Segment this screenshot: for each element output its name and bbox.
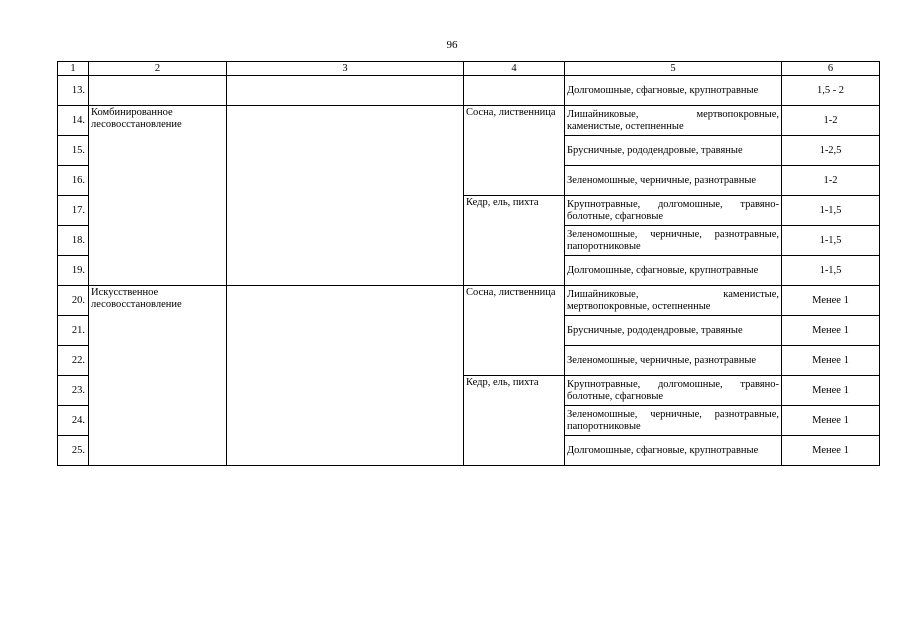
forest-type-cell: Зеленомошные, черничные, разнотравные xyxy=(565,346,782,376)
species-cell xyxy=(464,76,565,106)
forest-type-cell: Зеленомошные, черничные, разнотравные xyxy=(565,166,782,196)
row-number: 20. xyxy=(58,286,89,316)
species-cell: Кедр, ель, пихта xyxy=(464,376,565,466)
value-cell: Менее 1 xyxy=(782,436,880,466)
method-cell: Комбинированное лесовосстановление xyxy=(89,106,227,286)
col3-cell xyxy=(227,106,464,286)
value-cell: Менее 1 xyxy=(782,316,880,346)
table-row xyxy=(58,286,880,316)
col3-cell xyxy=(227,76,464,106)
value-cell: Менее 1 xyxy=(782,286,880,316)
row-number: 13. xyxy=(58,76,89,106)
col3-cell xyxy=(227,286,464,466)
column-header: 3 xyxy=(227,62,464,76)
row-number: 14. xyxy=(58,106,89,136)
method-cell xyxy=(89,76,227,106)
column-header: 6 xyxy=(782,62,880,76)
row-number: 25. xyxy=(58,436,89,466)
row-number: 24. xyxy=(58,406,89,436)
value-cell: 1-1,5 xyxy=(782,196,880,226)
row-number: 23. xyxy=(58,376,89,406)
value-cell: 1-1,5 xyxy=(782,256,880,286)
row-number: 19. xyxy=(58,256,89,286)
page-number: 96 xyxy=(446,39,458,51)
row-number: 21. xyxy=(58,316,89,346)
species-cell: Сосна, лиственница xyxy=(464,286,565,376)
table-row xyxy=(58,106,880,136)
column-number-row xyxy=(58,62,880,76)
value-cell: 1-1,5 xyxy=(782,226,880,256)
table-row xyxy=(58,76,880,106)
species-cell: Сосна, лиственница xyxy=(464,106,565,196)
row-number: 17. xyxy=(58,196,89,226)
forest-type-cell: Брусничные, рододендровые, травяные xyxy=(565,136,782,166)
value-cell: 1-2,5 xyxy=(782,136,880,166)
column-header: 4 xyxy=(464,62,565,76)
forest-type-cell: Зеленомошные, черничные, разнотравные, папоротниковые xyxy=(565,406,782,436)
row-number: 16. xyxy=(58,166,89,196)
species-cell: Кедр, ель, пихта xyxy=(464,196,565,286)
value-cell: 1-2 xyxy=(782,166,880,196)
forest-type-cell: Брусничные, рододендровые, травяные xyxy=(565,316,782,346)
column-header: 2 xyxy=(89,62,227,76)
forest-type-cell: Долгомошные, сфагновые, крупнотравные xyxy=(565,256,782,286)
forest-type-cell: Лишайниковые, мертвопокровные, каменистые, остепненные xyxy=(565,106,782,136)
value-cell: Менее 1 xyxy=(782,376,880,406)
forest-type-cell: Крупнотравные, долгомошные, травяно-болотные, сфагновые xyxy=(565,376,782,406)
row-number: 15. xyxy=(58,136,89,166)
value-cell: Менее 1 xyxy=(782,346,880,376)
row-number: 22. xyxy=(58,346,89,376)
value-cell: Менее 1 xyxy=(782,406,880,436)
forest-type-cell: Долгомошные, сфагновые, крупнотравные xyxy=(565,76,782,106)
forest-type-cell: Долгомошные, сфагновые, крупнотравные xyxy=(565,436,782,466)
value-cell: 1,5 - 2 xyxy=(782,76,880,106)
forest-type-cell: Зеленомошные, черничные, разнотравные, папоротниковые xyxy=(565,226,782,256)
method-cell: Искусственное лесовосстановление xyxy=(89,286,227,466)
column-header: 5 xyxy=(565,62,782,76)
forest-regeneration-table xyxy=(57,61,880,466)
forest-type-cell: Лишайниковые, каменистые, мертвопокровные, остепненные xyxy=(565,286,782,316)
forest-type-cell: Крупнотравные, долгомошные, травяно-болотные, сфагновые xyxy=(565,196,782,226)
value-cell: 1-2 xyxy=(782,106,880,136)
column-header: 1 xyxy=(58,62,89,76)
row-number: 18. xyxy=(58,226,89,256)
